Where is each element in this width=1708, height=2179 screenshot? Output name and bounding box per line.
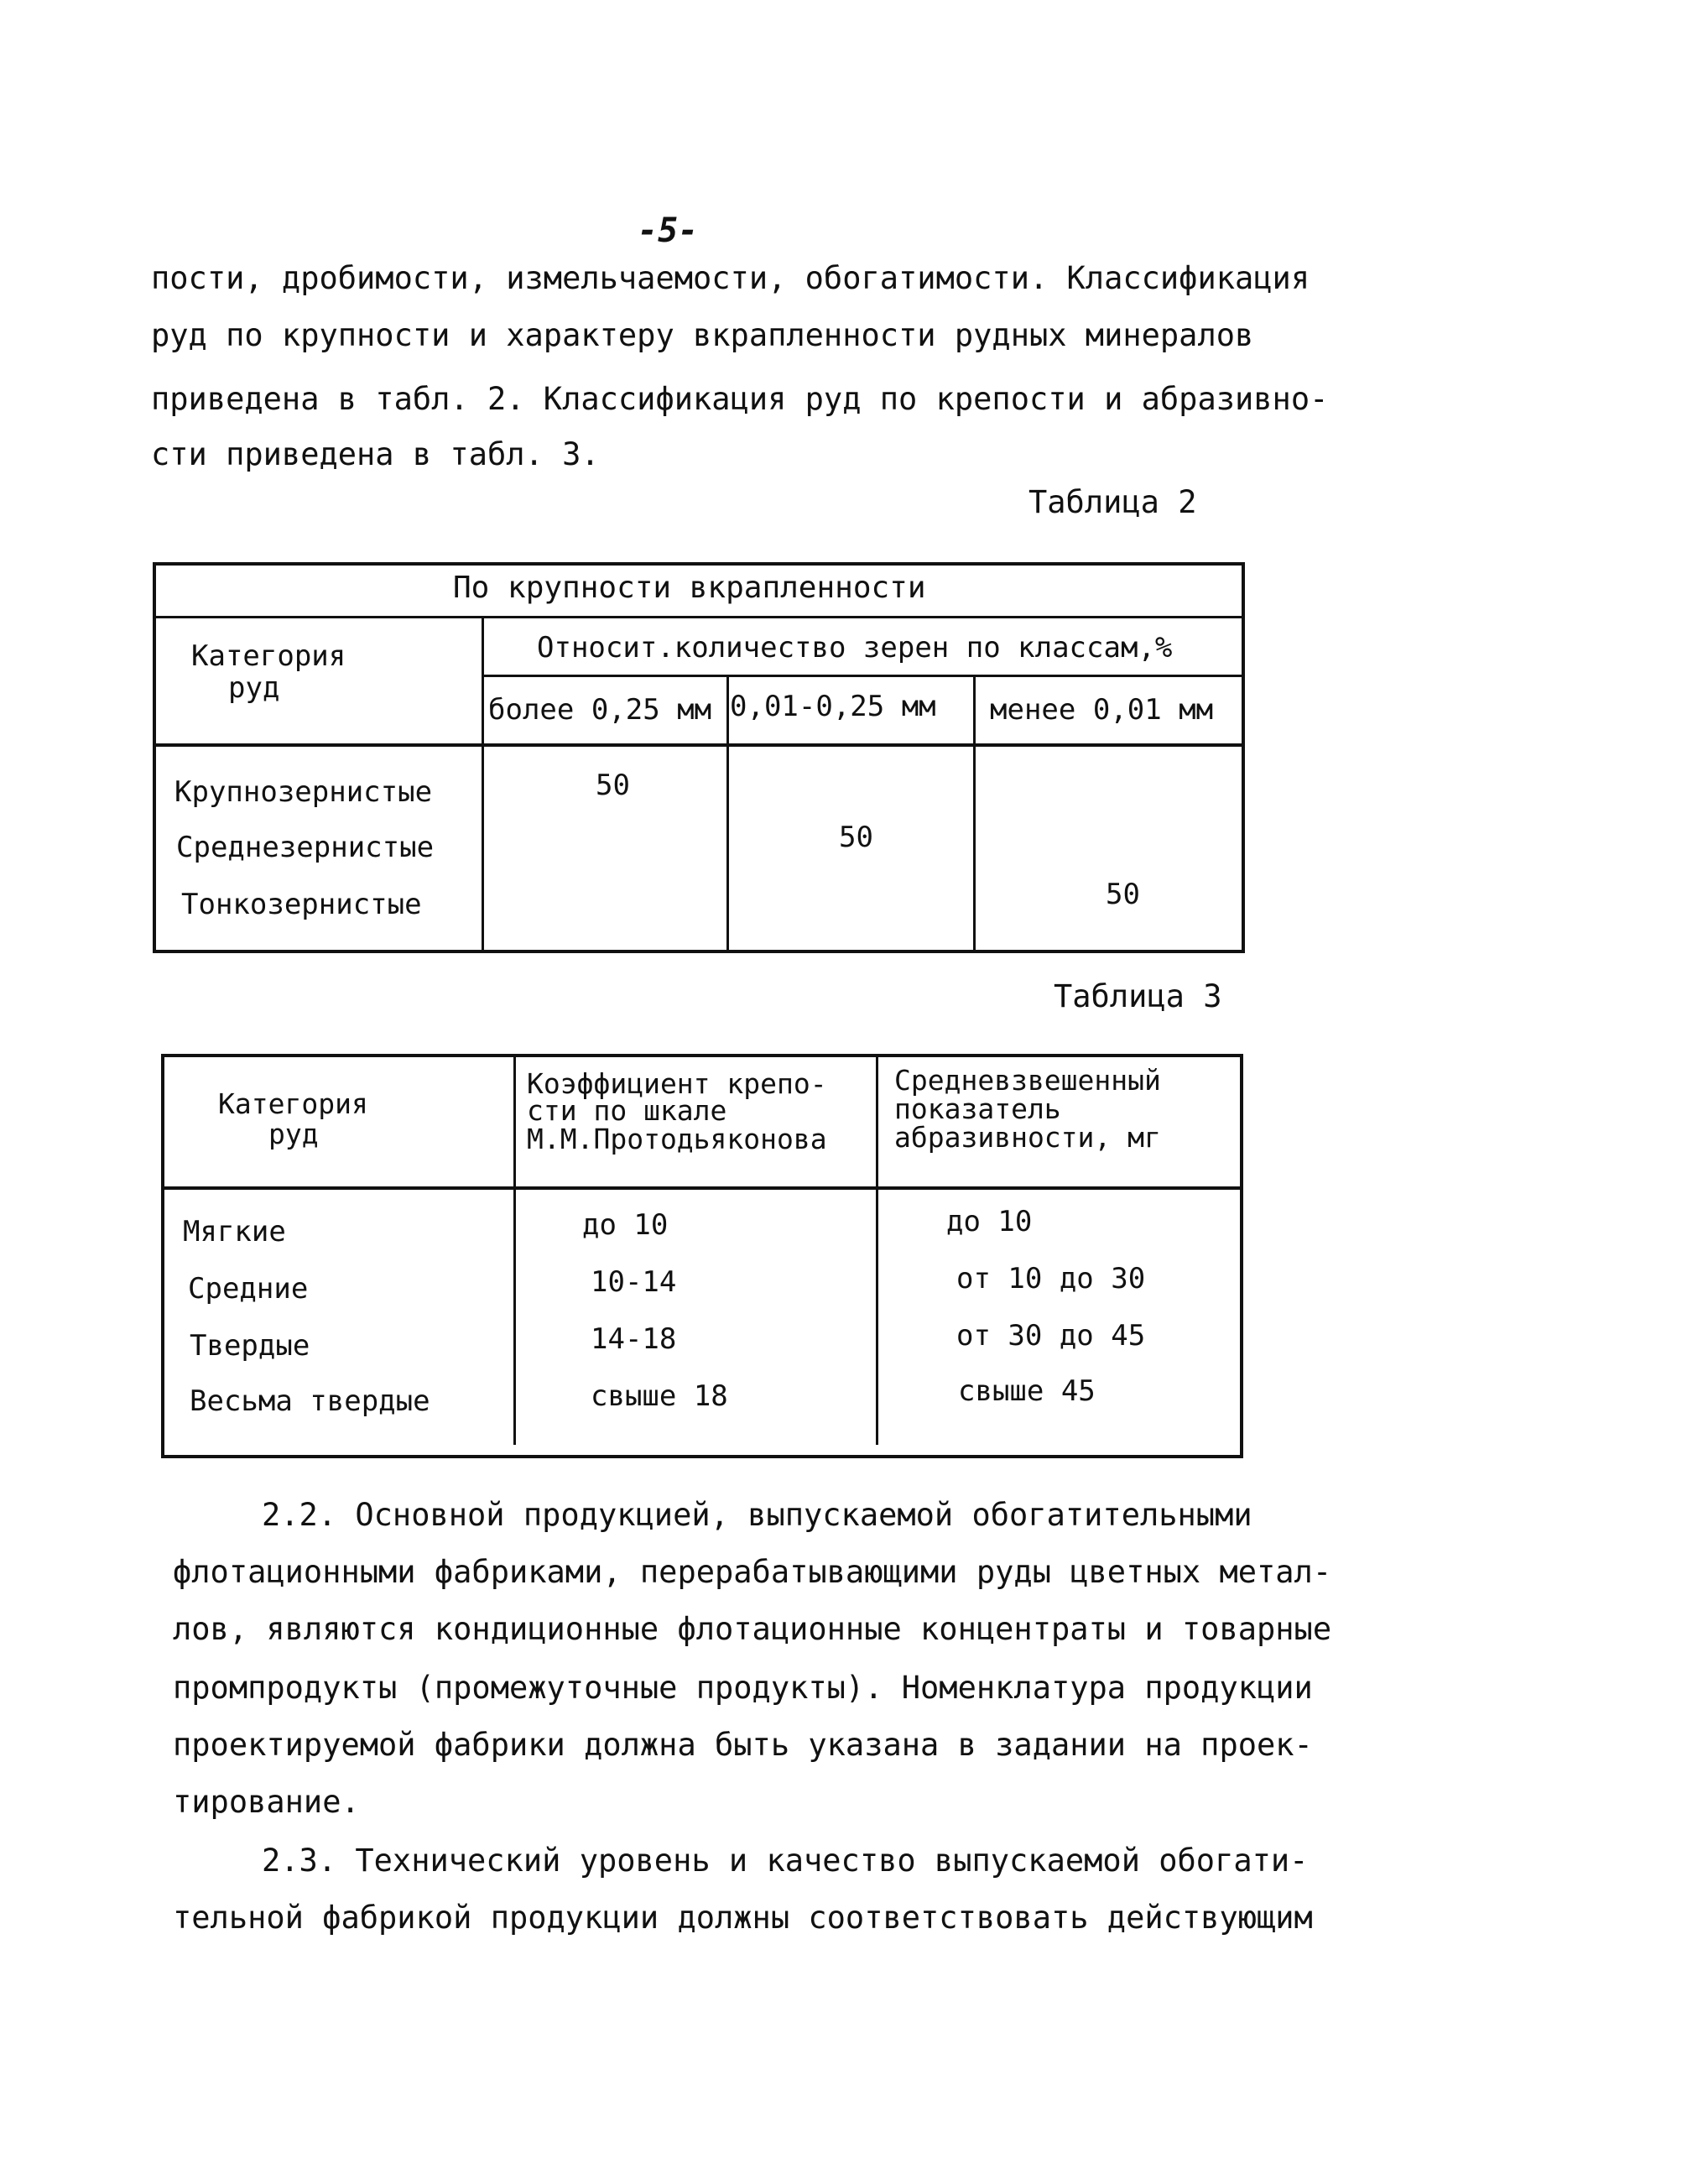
- table-border: [161, 1054, 164, 1458]
- table2-row-category: Крупнозернистые: [174, 775, 433, 809]
- table2-column-header: более 0,25 мм: [488, 693, 712, 727]
- text-line: промпродукты (промежуточные продукты). Номенклатура продукции: [173, 1670, 1313, 1706]
- table3-row-category: Средние: [188, 1272, 309, 1306]
- table3-abr: от 30 до 45: [956, 1319, 1146, 1353]
- table3-header: сти по шкале: [527, 1094, 727, 1127]
- text-line: тирование.: [173, 1784, 360, 1820]
- text-line: 2.2. Основной продукцией, выпускаемой обогатительными: [262, 1497, 1252, 1533]
- table-border: [876, 1054, 878, 1445]
- text-line: сти приведена в табл. 3.: [151, 436, 600, 472]
- text-line: флотационными фабриками, перерабатывающими руды цветных метал-: [173, 1554, 1332, 1590]
- table2-cell: 50: [839, 821, 873, 854]
- table-border: [1240, 1054, 1243, 1458]
- table3-abr: до 10: [946, 1205, 1033, 1238]
- text-line: тельной фабрикой продукции должны соответствовать действующим: [173, 1900, 1313, 1936]
- table2-title: По крупности вкрапленности: [453, 571, 926, 605]
- table3-coef: 10-14: [591, 1265, 677, 1299]
- table3-header: показатель: [894, 1092, 1061, 1125]
- table-border: [973, 675, 976, 951]
- table3-header: Категория: [218, 1087, 368, 1120]
- table3-header: руд: [268, 1118, 319, 1150]
- table-border: [1242, 562, 1245, 953]
- table-border: [153, 562, 1245, 566]
- table-border: [482, 616, 484, 951]
- table2-cell: 50: [1106, 878, 1140, 911]
- table3-abr: свыше 45: [958, 1374, 1096, 1408]
- page-number: -5-: [638, 211, 699, 250]
- table3-row-category: Весьма твердые: [190, 1384, 430, 1418]
- table2-row-category: Среднезернистые: [176, 831, 435, 864]
- table-border: [153, 562, 156, 953]
- table2-cell: 50: [596, 769, 630, 802]
- table3-coef: до 10: [582, 1208, 669, 1242]
- table3-header: Средневзвешенный: [894, 1064, 1161, 1097]
- table2-category-header: Категория: [191, 639, 346, 673]
- text-line: приведена в табл. 2. Классификация руд по крепости и абразивно-: [151, 381, 1329, 417]
- table2-column-header: 0,01-0,25 мм: [730, 690, 936, 723]
- text-line: руд по крупности и характеру вкрапленности рудных минералов: [151, 317, 1254, 353]
- text-line: пости, дробимости, измельчаемости, обогатимости. Классификация: [151, 260, 1310, 296]
- table-border: [153, 950, 1245, 953]
- table3-row-category: Твердые: [190, 1329, 310, 1363]
- text-line: лов, являются кондиционные флотационные концентраты и товарные: [173, 1611, 1332, 1647]
- table2-row-category: Тонкозернистые: [181, 888, 422, 921]
- table-border: [153, 743, 1245, 747]
- table-border: [161, 1455, 1243, 1458]
- table3-abr: от 10 до 30: [956, 1262, 1146, 1295]
- table2-column-header: менее 0,01 мм: [990, 693, 1214, 727]
- table-border: [513, 1054, 516, 1445]
- table-border: [161, 1186, 1243, 1190]
- table-border: [153, 616, 1245, 618]
- table3-header: Коэффициент крепо-: [527, 1067, 827, 1100]
- text-line: 2.3. Технический уровень и качество выпускаемой обогати-: [262, 1843, 1309, 1879]
- table2-category-header: руд: [228, 671, 280, 705]
- table-border: [161, 1054, 1243, 1057]
- table2-group-header: Относит.количество зерен по классам,%: [537, 631, 1173, 665]
- text-line: проектируемой фабрики должна быть указана в задании на проек-: [173, 1727, 1313, 1763]
- table2-caption: Таблица 2: [1028, 484, 1197, 520]
- table3-header: абразивности, мг: [894, 1121, 1161, 1154]
- table-border: [482, 675, 1245, 677]
- table3-header: М.М.Протодьяконова: [527, 1123, 827, 1155]
- table-border: [726, 675, 729, 951]
- table3-coef: свыше 18: [591, 1379, 728, 1413]
- table3-row-category: Мягкие: [183, 1215, 286, 1248]
- table3-coef: 14-18: [591, 1322, 677, 1356]
- table3-caption: Таблица 3: [1054, 978, 1222, 1014]
